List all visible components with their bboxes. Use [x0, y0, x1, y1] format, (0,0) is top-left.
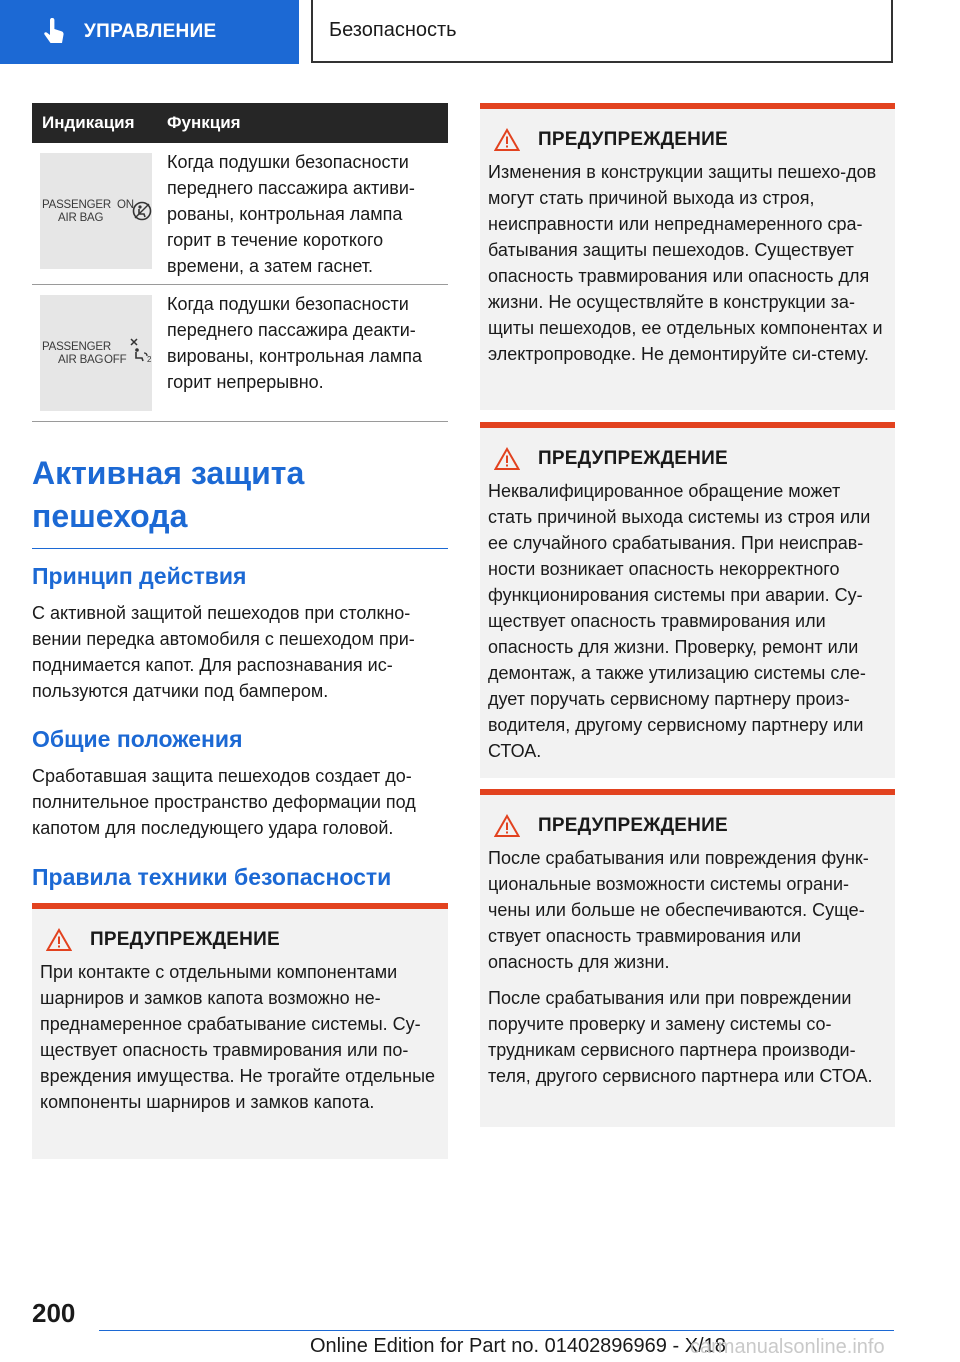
warning-triangle-icon	[46, 928, 72, 952]
warning-triangle-icon	[494, 814, 520, 838]
table-header	[32, 103, 448, 143]
table-row	[32, 285, 448, 422]
general-paragraph: Сработавшая защита пешеходов создает до-полнительное пространство деформации под капотом для последующего удара головой.	[32, 766, 416, 838]
section-heading: Активная защита пешехода	[32, 452, 448, 549]
airbag-off-seat-icon	[128, 337, 152, 363]
footer-edition: Online Edition for Part no. 01402896969 - X/18	[310, 1335, 726, 1357]
watermark: carmanualsonline.info	[690, 1336, 885, 1358]
warning-text: Изменения в конструкции защиты пешехо-дов могут стать причиной выхода из строя, неисправности или непреднамеренного сра-батывания защиты пешеходов. Существует опасность травмирования или опасность для жизни. Не осуществляйте в конструкции за-щиты пешеходов, ее отдельных компонентах и электропроводке. Не демонтируйте си-стему.	[488, 162, 883, 364]
warning-label: ПРЕДУПРЕЖДЕНИЕ	[538, 129, 728, 150]
footer-rule	[99, 1330, 894, 1331]
airbag-seat-icon	[132, 201, 152, 221]
warning-text: После срабатывания или повреждения функ-циональные возможности системы ограни-чены или больше не обеспечиваются. Суще-ствует опасность травмирования или опасность для жизни.	[488, 848, 869, 972]
warning-box	[32, 903, 448, 1159]
subheading-principle: Принцип действия	[32, 563, 247, 589]
airbag-on-lamp-image: PASSENGER ON AIR BAG	[40, 153, 152, 269]
warning-box	[480, 422, 895, 778]
function-text: Когда подушки безопасности переднего пассажира активи-рованы, контрольная лампа горит в течение короткого времени, а затем гаснет.	[167, 152, 415, 276]
warning-label: ПРЕДУПРЕЖДЕНИЕ	[538, 448, 728, 469]
hand-pointer-icon	[42, 18, 66, 46]
warning-label: ПРЕДУПРЕЖДЕНИЕ	[90, 929, 280, 950]
section-tab	[0, 0, 299, 64]
subheading-safety-rules: Правила техники безопасности	[32, 864, 392, 890]
section-tab-label: УПРАВЛЕНИЕ	[84, 21, 217, 42]
warning-box	[480, 789, 895, 1127]
warning-text: После срабатывания или при повреждении поручите проверку и замену системы со-трудникам сервисного партнера производи-теля, другого сервисного партнера или СТОА.	[488, 988, 873, 1086]
page-section-title: Безопасность	[311, 0, 893, 63]
warning-triangle-icon	[494, 447, 520, 471]
column-header-function: Функция	[167, 113, 241, 132]
table-row	[32, 143, 448, 285]
indicator-table	[32, 103, 448, 422]
warning-box	[480, 103, 895, 410]
principle-paragraph: С активной защитой пешеходов при столкно-вении передка автомобиля с пешеходом при-поднимается капот. Для распознавания ис-пользуются датчики под бампером.	[32, 603, 415, 701]
svg-text:2: 2	[147, 355, 152, 363]
warning-label: ПРЕДУПРЕЖДЕНИЕ	[538, 815, 728, 836]
warning-text: Неквалифицированное обращение может стать причиной выхода системы из строя или ее случайного срабатывания. При неисправ-ности возникает опасность некорректного функционирования системы при аварии. Су-ществует опасность травмирования или опасность для жизни. Проверку, ремонт или демонтаж, а также утилизацию системы сле-дует поручать сервисному партнеру произ-водителя, другому сервисному партнеру или СТОА.	[488, 481, 871, 761]
function-text: Когда подушки безопасности переднего пассажира деакти-вированы, контрольная лампа горит непрерывно.	[167, 294, 423, 392]
airbag-off-lamp-image: PASSENGER AIR BAG OFF 2	[40, 295, 152, 411]
subheading-general: Общие положения	[32, 726, 243, 752]
column-header-indication: Индикация	[42, 113, 135, 132]
warning-triangle-icon	[494, 128, 520, 152]
page-number: 200	[32, 1298, 76, 1328]
warning-text: При контакте с отдельными компонентами шарниров и замков капота возможно не-преднамеренное срабатывание системы. Су-ществует опасность травмирования или по-вреждения имущества. Не трогайте отдельные компоненты шарниров и замков капота.	[40, 962, 436, 1112]
